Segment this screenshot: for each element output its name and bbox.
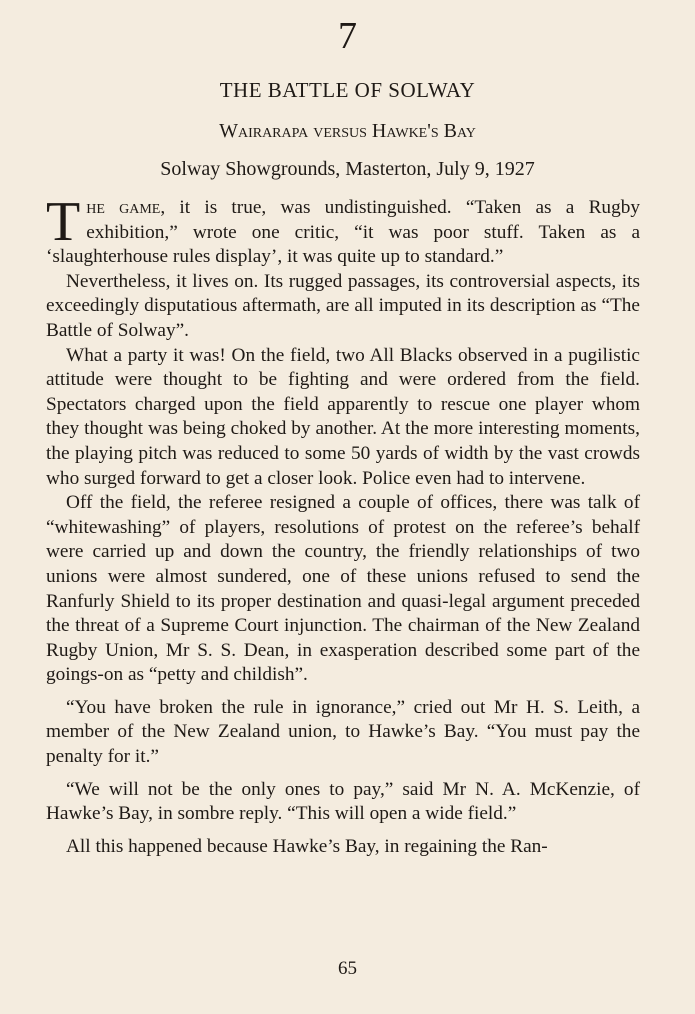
opening-small-caps: he game, [86,197,166,218]
paragraph-2: Nevertheless, it lives on. Its rugged passages, its controversial aspects, its exceedingly disputatious aftermath, are all imputed in its description as “The Battle of Solway”. [46,270,640,341]
paragraph-6: “We will not be the only ones to pay,” said Mr N. A. McKenzie, of Hawke’s Bay, in sombre reply. “This will open a wide field.” [46,778,640,825]
paragraph-7: All this happened because Hawke’s Bay, in regaining the Ran- [66,835,548,857]
chapter-number: 7 [338,15,357,57]
paragraph-3: What a party it was! On the field, two All Blacks observed in a pugilistic attitude were thought to be fighting and were ordered from the field. Spectators charged upon the field apparently to rescue one player whom they thought was being choked by another. At the more interesting moments, the playing pitch was reduced to some 50 yards of width by the vast crowds who surged forward to get a closer look. Police even had to intervene. [46,344,640,489]
paragraph-5: “You have broken the rule in ignorance,” cried out Mr H. S. Leith, a member of the New Zealand union, to Hawke’s Bay. “You must pay the penalty for it.” [46,696,640,768]
body-text [46,191,640,859]
paragraph-4: Off the field, the referee resigned a couple of offices, there was talk of “whitewashing” of players, resolutions of protest on the referee’s behalf were carried up and down the country, the friendly relationships of two unions were almost sundered, one of these unions refused to send the Ranfurly Shield to its proper destination and quasi-legal argument preceded the threat of a Supreme Court injunction. The chairman of the New Zealand Rugby Union, Mr S. S. Dean, in exasperation described some part of the goings-on as “petty and childish”. [46,492,640,686]
paragraph-1-text: it is true, was undistinguished. “Taken as a Rugby exhibition,” wrote one critic, “it was poor stuff. Taken as a ‘slaughterhouse rules display’, it was quite up to standard.” [46,197,640,268]
chapter-subtitle: Wairarapa versus Hawke's Bay [219,120,476,142]
paragraph-1 [46,191,640,270]
drop-cap: T [46,191,81,253]
page-number: 65 [338,958,357,979]
chapter-title: THE BATTLE OF SOLWAY [219,78,476,102]
match-venue-date: Solway Showgrounds, Masterton, July 9, 1927 [160,158,535,180]
